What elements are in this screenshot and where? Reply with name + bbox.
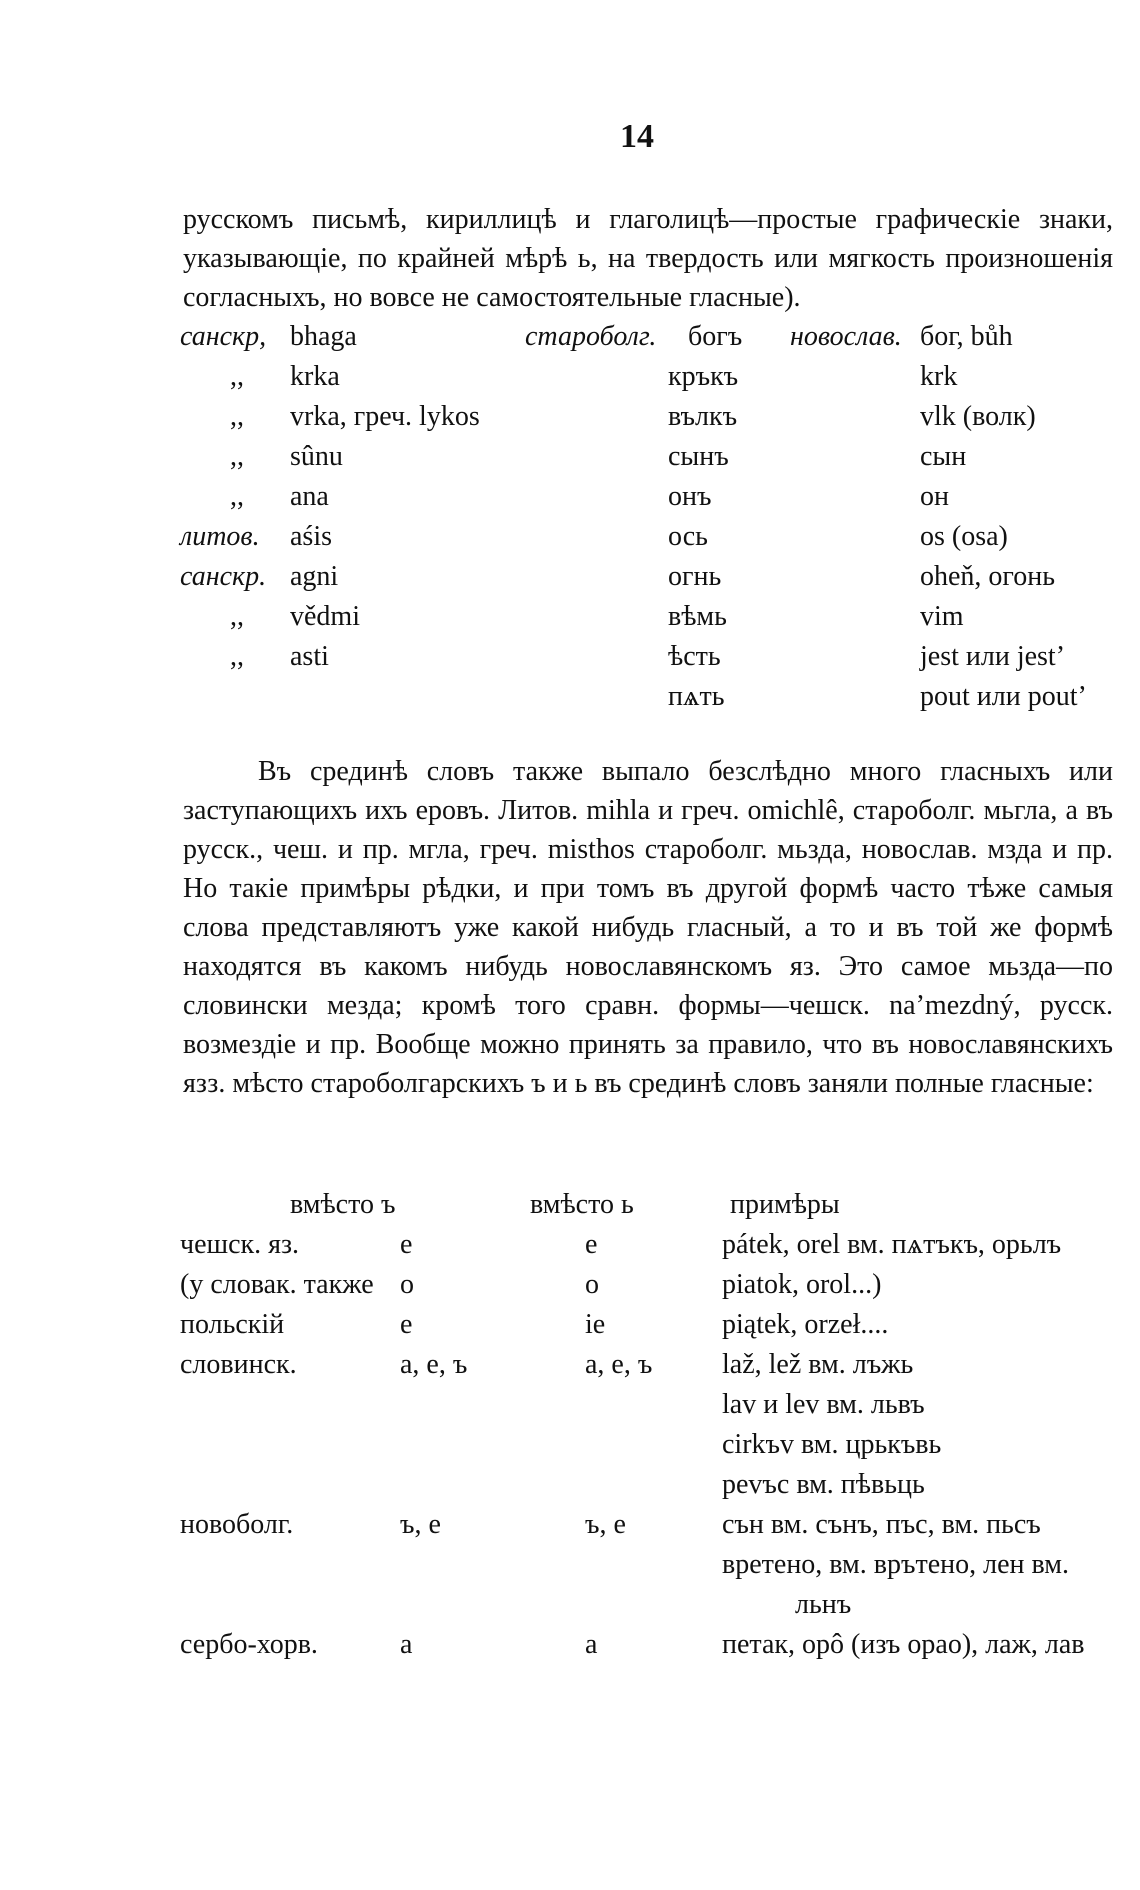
- instead-hard: ъ, e: [400, 1509, 441, 1540]
- word-table-header: [0, 317, 1140, 356]
- header-instead-hard: вмѣсто ъ: [290, 1189, 396, 1220]
- oldbulg-word: кръкъ: [668, 361, 739, 392]
- oldbulg-word: огнь: [668, 561, 722, 592]
- instead-hard: e: [400, 1229, 413, 1260]
- examples: льнъ: [795, 1589, 852, 1620]
- vowel-row: [0, 1585, 1140, 1624]
- instead-soft: ie: [585, 1309, 606, 1340]
- vowel-row: [0, 1305, 1140, 1344]
- oldbulg-word: пѧть: [668, 681, 725, 712]
- examples: петак, орô (изъ ораo), лаж, лав: [722, 1629, 1085, 1660]
- word-row: [0, 477, 1140, 516]
- source-word: ana: [290, 481, 329, 512]
- oldbulg-word: вълкъ: [668, 401, 738, 432]
- language: польскій: [180, 1309, 285, 1340]
- instead-hard: a, e, ъ: [400, 1349, 468, 1380]
- header-examples: примѣры: [730, 1189, 840, 1220]
- word-row: [0, 437, 1140, 476]
- vowel-row: [0, 1425, 1140, 1464]
- instead-hard: o: [400, 1269, 414, 1300]
- newslav-label: новослав.: [790, 321, 902, 352]
- source-word: krka: [290, 361, 340, 392]
- language: чешск. яз.: [180, 1229, 300, 1260]
- ditto-mark: ,,: [230, 401, 244, 432]
- source-word: sûnu: [290, 441, 343, 472]
- examples: piatok, orol...): [722, 1269, 882, 1300]
- examples: laž, lež вм. лъжь: [722, 1349, 914, 1380]
- word-row: [0, 517, 1140, 556]
- vowel-table-header: [0, 1185, 1140, 1224]
- word-row: [0, 557, 1140, 596]
- lang-label: санскр.: [180, 561, 267, 592]
- word-row: [0, 357, 1140, 396]
- newslav-word: oheň, огонь: [920, 561, 1055, 592]
- ditto-mark: ,,: [230, 601, 244, 632]
- oldbulg-word: ось: [668, 521, 708, 552]
- ditto-mark: ,,: [230, 641, 244, 672]
- instead-soft: e: [585, 1229, 598, 1260]
- oldbulg-word: сынъ: [668, 441, 729, 472]
- newslav-word: krk: [920, 361, 958, 392]
- language: словинск.: [180, 1349, 297, 1380]
- oldbulg-word: вѣмь: [668, 601, 727, 632]
- lang-label: санскр,: [180, 321, 267, 352]
- source-word: asti: [290, 641, 329, 672]
- examples: сън вм. сънъ, пъс, вм. пьсъ: [722, 1509, 1041, 1540]
- vowel-row: [0, 1265, 1140, 1304]
- oldbulg-word: ѣсть: [668, 641, 721, 672]
- instead-soft: o: [585, 1269, 599, 1300]
- examples: cirkъv вм. црькъвь: [722, 1429, 942, 1460]
- language: (у словак. также: [180, 1269, 374, 1300]
- word-row: [0, 397, 1140, 436]
- examples: pátek, orel вм. пѧтъкъ, орьлъ: [722, 1229, 1062, 1260]
- examples: lav и lev вм. львъ: [722, 1389, 925, 1420]
- vowel-row: [0, 1505, 1140, 1544]
- instead-hard: a: [400, 1629, 413, 1660]
- ditto-mark: ,,: [230, 441, 244, 472]
- ditto-mark: ,,: [230, 481, 244, 512]
- examples: pevъc вм. пѣвьць: [722, 1469, 925, 1500]
- newslav-word: os (osa): [920, 521, 1008, 552]
- source-word: vrka, греч. lykos: [290, 401, 480, 432]
- examples: вретено, вм. врътено, лен вм.: [722, 1549, 1069, 1580]
- newslav-word: vlk (волк): [920, 401, 1036, 432]
- vowel-row: [0, 1625, 1140, 1664]
- word-row: [0, 597, 1140, 636]
- oldbulg-label: староболг.: [525, 321, 657, 352]
- source-word: bhaga: [290, 321, 357, 352]
- language: новоболг.: [180, 1509, 294, 1540]
- header-instead-soft: вмѣсто ь: [530, 1189, 634, 1220]
- instead-soft: a, e, ъ: [585, 1349, 653, 1380]
- paragraph-1: русскомъ письмѣ, кириллицѣ и глаголицѣ—простые графическіе знаки, указывающіе, по крайней мѣрѣ ь, на твердость или мягкость произношенія согласныхъ, но вовсе не самостоятельные гласные).: [183, 204, 1113, 313]
- source-word: vědmi: [290, 601, 360, 632]
- vowel-row: [0, 1465, 1140, 1504]
- vowel-row: [0, 1385, 1140, 1424]
- ditto-mark: ,,: [230, 361, 244, 392]
- instead-soft: a: [585, 1629, 598, 1660]
- paragraph-2: Въ срединѣ словъ также выпало безслѣдно много гласныхъ или заступающихъ ихъ еровъ. Литов. mihla и греч. omichlê, староболг. мьгла, а въ русск., чеш. и пр. мгла, греч. misthos староболг. мьзда, новослав. мзда и пр. Но такіе примѣры рѣдки, и при томъ въ другой формѣ часто тѣже самыя слова представляютъ уже какой нибудь гласный, а то и въ той же формѣ находятся въ какомъ нибудь новославянскомъ яз. Это самое мьзда—по словински мезда; кромѣ того сравн. формы—чешск. na’mezdný, русск. возмездіе и пр. Вообще можно принять за правило, что въ новославянскихъ язз. мѣсто староболгарскихъ ъ и ь въ срединѣ словъ заняли полные гласные:: [183, 756, 1113, 1099]
- page-number: 14: [620, 118, 654, 155]
- source-word: aśis: [290, 521, 332, 552]
- vowel-row: [0, 1225, 1140, 1264]
- newslav-word: vim: [920, 601, 964, 632]
- newslav-word: бог, bůh: [920, 321, 1013, 352]
- lang-label: литов.: [180, 521, 260, 552]
- instead-soft: ъ, e: [585, 1509, 626, 1540]
- newslav-word: сын: [920, 441, 967, 472]
- oldbulg-word: богъ: [688, 321, 743, 352]
- oldbulg-word: онъ: [668, 481, 712, 512]
- instead-hard: e: [400, 1309, 413, 1340]
- language: сербо-хорв.: [180, 1629, 318, 1660]
- newslav-word: pout или pout’: [920, 681, 1087, 712]
- vowel-row: [0, 1345, 1140, 1384]
- examples: piątek, orzeł....: [722, 1309, 889, 1340]
- word-row: [0, 637, 1140, 676]
- source-word: agni: [290, 561, 339, 592]
- newslav-word: он: [920, 481, 949, 512]
- word-row: [0, 677, 1140, 716]
- vowel-row: [0, 1545, 1140, 1584]
- newslav-word: jest или jest’: [920, 641, 1066, 672]
